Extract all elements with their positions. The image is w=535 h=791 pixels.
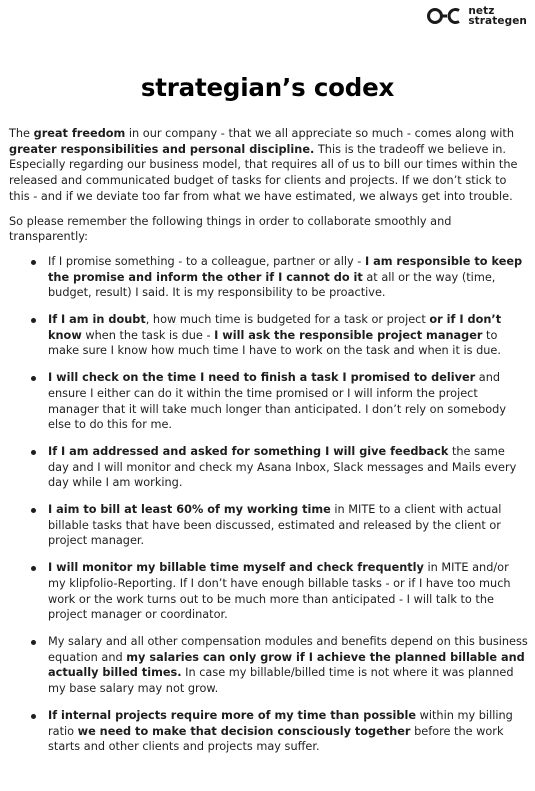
body-text: to make sure I know how much time I have to work on the task and when it is due.: [48, 328, 501, 358]
body-text: This is the tradeoff we believe in. Especially regarding our business model, that requires all of us to bill our times within the released and communicated budget of tasks for clients and projects. If we don’t stick to this - and if we deviate too far from what we have estimated, we always get into trouble.: [9, 142, 518, 203]
emphasis-text: If I am addressed and asked for something I will give feedback: [48, 444, 449, 458]
bullet-icon: [31, 260, 36, 265]
list-item: [9, 708, 529, 755]
emphasis-text: If internal projects require more of my time than possible: [48, 708, 417, 722]
list-item: [9, 560, 529, 623]
body-text: and ensure I either can do it within the time promised or I will inform the project manager that it will take much longer than anticipated. I don’t rely on somebody else to do this for me.: [48, 371, 507, 432]
body-text: in MITE and/or my klipfolio-Reporting. If I don’t have enough billable tasks - or if I have too much work or the work turns out to be much more than anticipated - I will talk to the project manager or coordinator.: [48, 561, 511, 622]
logo-line-1: netz: [468, 5, 495, 17]
document-body: [9, 126, 529, 766]
emphasis-text: If I am in doubt: [48, 313, 146, 327]
intro-paragraph: [9, 214, 529, 245]
list-item: [9, 634, 529, 697]
emphasis-text: I will monitor my billable time myself and check frequently: [48, 561, 424, 575]
logo-line-2: strategen: [468, 15, 527, 27]
company-logo: [427, 5, 527, 27]
list-item: [9, 444, 529, 491]
bullet-icon: [31, 714, 36, 719]
body-text: , how much time is budgeted for a task or project: [145, 313, 430, 327]
bullet-icon: [31, 450, 36, 455]
body-text: My salary and all other compensation modules and benefits depend on this business equation and: [48, 634, 528, 664]
body-text: The: [9, 127, 34, 140]
emphasis-text: I am responsible to keep the promise and inform the other if I cannot do it: [48, 254, 523, 284]
emphasis-text: greater responsibilities and personal discipline.: [9, 142, 315, 156]
codex-list: [9, 254, 529, 755]
bullet-icon: [31, 376, 36, 381]
emphasis-text: or if I don’t know: [48, 313, 502, 342]
body-text: at all or the way (time, budget, result) I said. It is my responsibility to be proactive.: [48, 270, 496, 300]
body-text: before the work starts and other clients and projects may suffer.: [48, 724, 504, 754]
list-item: [9, 312, 529, 359]
body-text: when the task is due -: [81, 328, 215, 342]
emphasis-text: my salaries can only grow if I achieve the planned billable and actually billed times.: [48, 650, 525, 680]
emphasis-text: we need to make that decision consciously together: [77, 724, 411, 738]
body-text: In case my billable/billed time is not where it was planned my base salary may not grow.: [48, 666, 514, 696]
bullet-icon: [31, 508, 36, 513]
body-text: If I promise something - to a colleague, partner or ally -: [48, 254, 365, 268]
body-text: in our company - that we all appreciate so much - comes along with: [125, 127, 514, 140]
page-title: strategian’s codex: [140, 73, 395, 102]
emphasis-text: I will ask the responsible project manager: [214, 328, 483, 342]
emphasis-text: I aim to bill at least 60% of my working time: [48, 503, 331, 517]
bullet-icon: [31, 640, 36, 645]
intro-paragraph: [9, 126, 529, 205]
emphasis-text: great freedom: [33, 127, 126, 140]
logo-icon: [427, 5, 463, 27]
list-item: [9, 370, 529, 433]
intro-section: [9, 126, 529, 245]
body-text: So please remember the following things in order to collaborate smoothly and transparently:: [9, 214, 452, 244]
list-item: [9, 254, 529, 301]
body-text: the same day and I will monitor and check my Asana Inbox, Slack messages and Mails every day while I am working.: [48, 444, 517, 490]
bullet-icon: [31, 566, 36, 571]
logo-wordmark: [468, 6, 527, 26]
list-item: [9, 502, 529, 549]
bullet-icon: [31, 318, 36, 323]
emphasis-text: I will check on the time I need to finish a task I promised to deliver: [48, 371, 476, 385]
body-text: in MITE to a client with actual billable tasks that have been discussed, estimated and released by the client or project manager.: [48, 503, 502, 548]
body-text: within my billing ratio: [48, 708, 513, 738]
